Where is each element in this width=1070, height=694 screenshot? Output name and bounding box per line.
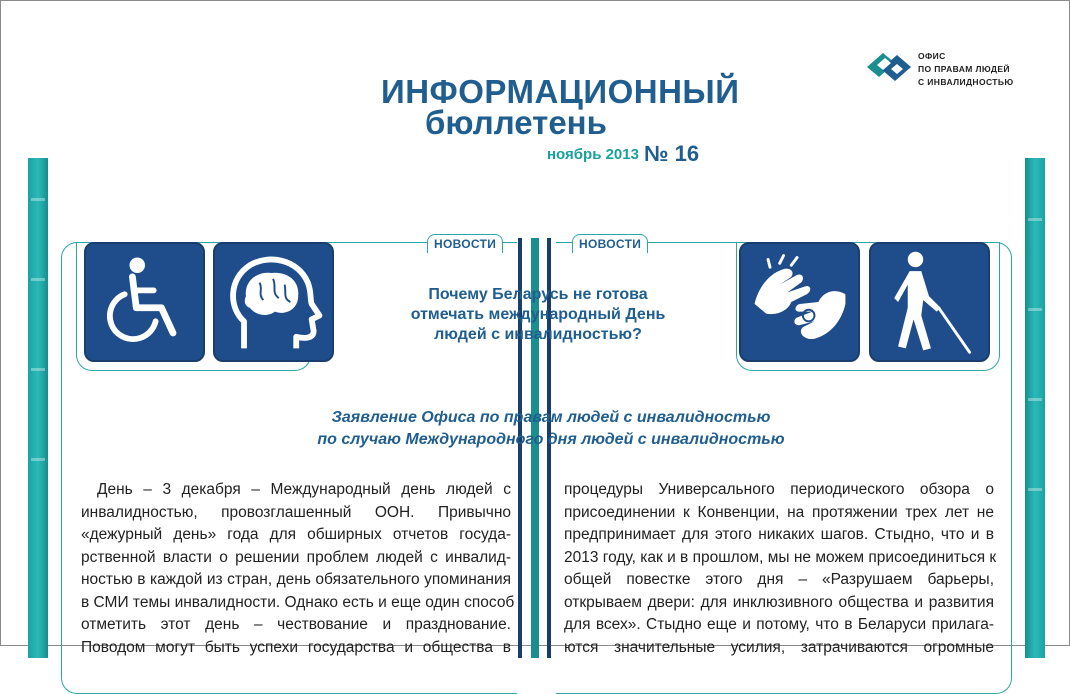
issue-date: ноябрь 2013 [547,146,639,163]
text-line: 2013 году, как и в прошлом, мы не можем присоединиться к [564,548,997,566]
text-line: открываем двери: для инклюзивного общества и развития [564,593,994,611]
issue-number: № 16 [644,141,700,166]
sign-language-icon [739,242,860,362]
logo-line1: ОФИС [918,51,946,61]
head-brain-icon [213,242,334,362]
right-decorative-bar [1025,158,1045,658]
wheelchair-icon [84,242,205,362]
text-line: процедуры Универсального периодического обзора о [564,481,994,498]
office-logo-text [918,50,1014,89]
news-tab-right: НОВОСТИ [572,234,648,253]
text-line: для всех». Стыдно еще и потому, что в Беларуси прилага- [564,616,994,633]
headline-line2: отмечать международный День [410,306,666,323]
text-line: общей повестке этого дня – «Разрушаем барьеры, [564,571,994,588]
text-line: ются значительные усилия, затрачиваются огромные [564,638,994,656]
text-line: Поводом могут быть успехи государства и общества в [81,638,511,656]
left-decorative-bar [28,158,48,658]
text-line: «дежурный день» года для обширных отчетов госуда- [81,526,511,543]
office-logo-icon [865,47,913,87]
statement-heading [231,407,871,451]
text-line: инвалидностью, провозглашенный ООН. Привычно [81,503,511,521]
text-line: предпринимает для этого никаких шагов. Стыдно, что и в [564,526,994,543]
article-column-left [81,479,515,659]
text-line: День – 3 декабря – Международный день людей с [97,481,511,498]
blind-person-cane-icon [869,242,990,362]
headline-line1: Почему Беларусь не готова [428,286,648,303]
text-line: отметить этот день – чествование и празднование. [81,616,511,633]
text-line: в СМИ темы инвалидности. Однако есть и еще один способ [81,593,515,611]
text-line: рственной власти о решении проблем людей с инвалид- [81,548,511,566]
headline [353,285,723,345]
statement-line1: Заявление Офиса по правам людей с инвалидностью [331,409,771,426]
text-line: ностью в каждой из стран, день обязательного упоминания [81,571,511,588]
text-line: присоединении к Конвенции, на протяжении трех лет не [564,503,994,521]
bulletin-title-line2: бюллетень [425,104,607,141]
logo-line2: ПО ПРАВАМ ЛЮДЕЙ [918,64,1010,74]
bulletin-title-line1: ИНФОРМАЦИОННЫЙ [381,73,740,110]
article-column-right [564,479,997,659]
headline-line3: людей с инвалидностью? [434,326,642,343]
news-tab-left: НОВОСТИ [427,234,503,253]
logo-line3: С ИНВАЛИДНОСТЬЮ [918,77,1014,87]
statement-line2: по случаю Международного дня людей с инвалидностью [317,431,785,448]
